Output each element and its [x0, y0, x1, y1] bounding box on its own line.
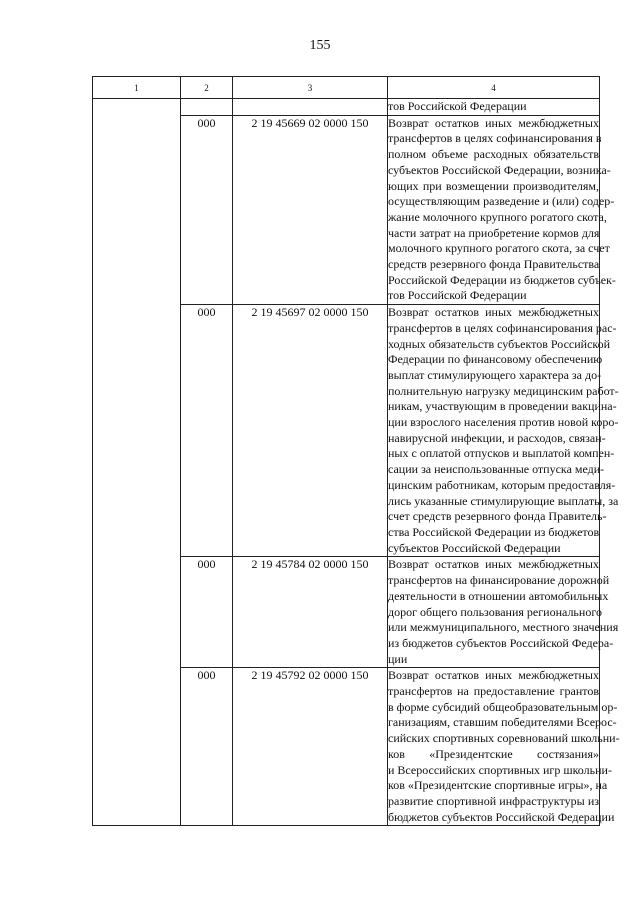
budget-classification-code-cell: 2 19 45792 02 0000 150	[233, 668, 388, 826]
description-line: сации за неиспользованные отпуска меди-	[388, 462, 605, 477]
description-line: тов Российской Федерации	[388, 288, 527, 303]
description-line: или межмуниципального, местного значения	[388, 620, 619, 635]
description-cell	[388, 305, 619, 557]
description-line: ции взрослого населения против новой коро-	[388, 415, 619, 430]
description-line: полном объеме расходных обязательств	[388, 147, 599, 162]
budget-classification-code-cell: 2 19 45697 02 0000 150	[233, 305, 388, 557]
description-line: деятельности в отношении автомобильных	[388, 588, 609, 603]
admin-code-cell: 000	[181, 305, 233, 557]
description-line: дорог общего пользования регионального	[388, 604, 602, 619]
description-line: Российской Федерации из бюджетов субъек-	[388, 272, 616, 287]
description-line: Возврат остатков иных межбюджетных	[388, 557, 599, 572]
admin-code-cell: 000	[181, 115, 233, 304]
description-cell	[388, 115, 616, 304]
description-line: Возврат остатков иных межбюджетных	[388, 115, 599, 130]
description-line: Федерации по финансовому обеспечению	[388, 352, 603, 367]
description-line: сийских спортивных соревнований школьни-	[388, 731, 620, 746]
admin-code-cell: 000	[181, 668, 233, 826]
page-number: 155	[309, 38, 331, 53]
description-line: осуществляющим разведение и (или) содер-	[388, 194, 615, 209]
budget-codes-table	[92, 76, 620, 826]
description-line: ходных обязательств субъектов Российской	[388, 336, 611, 351]
description-line: цинским работникам, которым предоставля-	[388, 477, 616, 492]
description-line: никам, участвующим в проведении вакцина-	[388, 399, 617, 414]
header-cell-1: 1	[93, 77, 181, 99]
description-line: Возврат остатков иных межбюджетных	[388, 668, 599, 683]
description-line: Возврат остатков иных межбюджетных	[388, 305, 599, 320]
description-line: в форме субсидий общеобразовательным ор-	[388, 699, 618, 714]
continuation-description	[388, 99, 600, 116]
description-line: ства Российской Федерации из бюджетов	[388, 524, 600, 539]
description-line: тов Российской Федерации	[388, 99, 527, 113]
description-cell	[388, 668, 620, 826]
description-line: ных с оплатой отпусков и выплатой компен-	[388, 446, 615, 461]
description-line: ции	[388, 651, 408, 666]
description-line: полнительную нагрузку медицинским работ-	[388, 383, 619, 398]
description-line: развитие спортивной инфраструктуры из	[388, 793, 599, 808]
description-line: выплат стимулирующего характера за до-	[388, 367, 602, 382]
description-line: ганизациям, ставшим победителями Всерос-	[388, 715, 617, 730]
column-1-cell	[93, 99, 181, 826]
description-line: и Всероссийских спортивных игр школьни-	[388, 762, 612, 777]
empty-kbk-cell	[233, 99, 388, 116]
description-line: части затрат на приобретение кормов для	[388, 225, 600, 240]
empty-code-cell	[181, 99, 233, 116]
description-line: жание молочного крупного рогатого скота,	[388, 209, 607, 224]
description-line: счет средств резервного фонда Правитель-	[388, 509, 607, 524]
continuation-row	[93, 99, 600, 116]
description-line: из бюджетов субъектов Российской Федера-	[388, 635, 614, 650]
description-line: трансфертов на финансирование дорожной	[388, 573, 610, 588]
table-header-row	[93, 77, 600, 99]
description-line: ков «Президентские спортивные игры», на	[388, 778, 608, 793]
description-line: средств резервного фонда Правительства	[388, 257, 600, 272]
description-cell	[388, 557, 619, 668]
description-line: трансфертов в целях софинансирования в	[388, 131, 602, 146]
description-line: трансфертов в целях софинансирования рас-	[388, 320, 617, 335]
description-line: субъектов Российской Федерации, возника-	[388, 162, 611, 177]
description-line: ющих при возмещении производителям,	[388, 178, 599, 193]
budget-classification-code-cell: 2 19 45784 02 0000 150	[233, 557, 388, 668]
description-line: молочного крупного рогатого скота, за счет	[388, 241, 610, 256]
admin-code-cell: 000	[181, 557, 233, 668]
description-line: ков «Президентские состязания»	[388, 746, 599, 761]
description-line: навирусной инфекции, и расходов, связан-	[388, 430, 606, 445]
header-cell-3: 3	[233, 77, 388, 99]
header-cell-4: 4	[388, 77, 600, 99]
budget-classification-code-cell: 2 19 45669 02 0000 150	[233, 115, 388, 304]
header-cell-2: 2	[181, 77, 233, 99]
description-line: субъектов Российской Федерации	[388, 540, 561, 555]
description-line: бюджетов субъектов Российской Федерации	[388, 809, 615, 824]
description-line: лись указанные стимулирующие выплаты, за	[388, 493, 619, 508]
description-line: трансфертов на предоставление грантов	[388, 684, 599, 699]
